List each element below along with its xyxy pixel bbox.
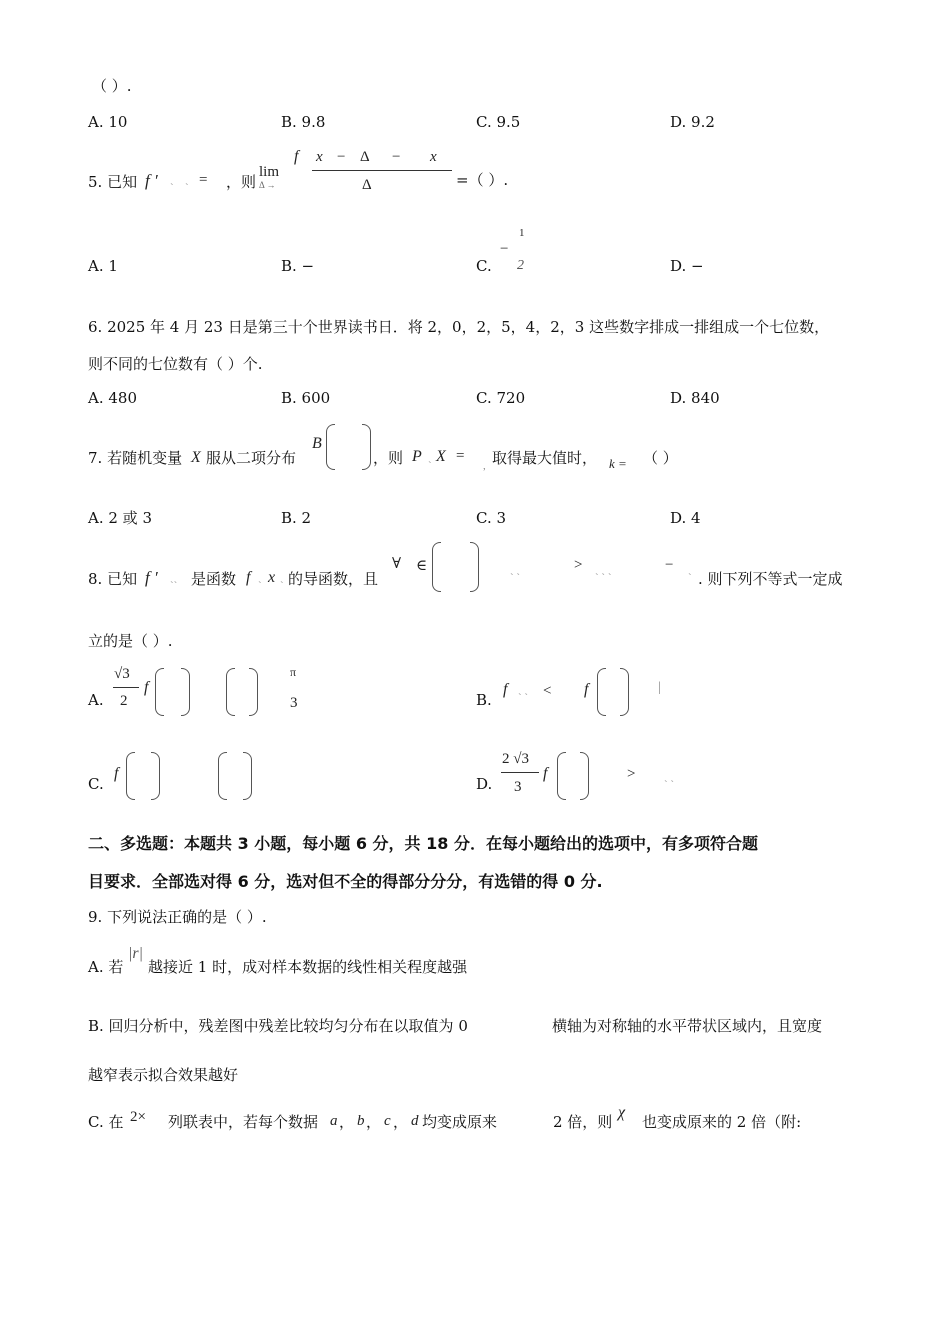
q5-fraction-bar xyxy=(312,170,452,171)
q5-lim: lim xyxy=(259,164,280,180)
q8-d-den: 3 xyxy=(514,779,522,795)
q4-option-c: C. 9.5 xyxy=(476,113,521,131)
q7-blank: （ ） xyxy=(643,449,678,467)
q9-a-text: 越接近 1 时，成对样本数据的线性相关程度越强 xyxy=(148,958,468,976)
q5-den: Δ xyxy=(362,177,372,193)
q8-b-f: f xyxy=(503,681,508,698)
q8-d-label: D. xyxy=(476,775,493,793)
q6-option-b: B. 600 xyxy=(281,389,331,407)
q8-a-den: 2 xyxy=(120,693,128,709)
q8-d-gt: > xyxy=(627,766,636,782)
q8-b-lt: < xyxy=(543,683,552,699)
q5-num-x2: x xyxy=(430,149,437,165)
prev-question-blank: （ ）. xyxy=(92,77,132,95)
q8-b-f2: f xyxy=(584,681,589,698)
q5-num-x: x xyxy=(316,149,323,165)
q7-p: P xyxy=(412,448,422,465)
q9-c-tail: 也变成原来的 2 倍（附: xyxy=(642,1113,802,1131)
q6-option-a: A. 480 xyxy=(88,389,137,407)
q8-a-three: 3 xyxy=(290,695,298,711)
q6-line2: 则不同的七位数有（ ）个. xyxy=(88,355,263,373)
q9-c-d: d xyxy=(411,1113,419,1129)
q8-tail1: 的导函数，且 xyxy=(288,570,379,588)
q5-lim-sub: Δ → xyxy=(259,180,276,190)
q8-minus: − xyxy=(665,557,674,573)
q8-forall: ∀ xyxy=(392,556,402,572)
q5-option-b: B. − xyxy=(281,257,315,275)
q6-option-c: C. 720 xyxy=(476,389,526,407)
q5-option-c: C. xyxy=(476,257,492,275)
q5-num-minus2: − xyxy=(392,149,401,165)
q5-num-delta: Δ xyxy=(360,149,370,165)
q7-option-b: B. 2 xyxy=(281,509,312,527)
q4-option-b: B. 9.8 xyxy=(281,113,326,131)
q6-line1: 6. 2025 年 4 月 23 日是第三十个世界读书日．将 2，0，2，5，4，2，3 这些数字排成一排组成一个七位数， xyxy=(88,318,830,336)
q8-f: f xyxy=(246,569,251,586)
q4-option-a: A. 10 xyxy=(88,113,128,131)
q9-a-prefix: A. 若 xyxy=(88,958,124,976)
q8-a-num: √3 xyxy=(114,666,130,682)
q9-b-line1a: B. 回归分析中，残差图中残差比较均匀分布在以取值为 0 xyxy=(88,1017,468,1035)
q5-option-c-neg: − xyxy=(500,241,509,257)
q8-a-pi: π xyxy=(290,665,297,679)
q5-option-c-num: 1 xyxy=(519,227,525,239)
q7-option-d: D. 4 xyxy=(670,509,701,527)
q7-x: X xyxy=(191,449,201,466)
q7-b: B xyxy=(312,435,322,452)
q7-x2: X xyxy=(436,448,446,465)
q8-mid: 是函数 xyxy=(191,570,237,588)
q9-c-mid2: 均变成原来 xyxy=(422,1113,498,1131)
q8-line2: 立的是（ ）. xyxy=(88,632,173,650)
q5-option-a: A. 1 xyxy=(88,257,118,275)
q7-tail: 取得最大值时， xyxy=(492,449,598,467)
q8-fprime: f ′ xyxy=(145,568,158,587)
q7-mid: 服从二项分布 xyxy=(206,449,297,467)
q5-option-d: D. − xyxy=(670,257,704,275)
q9-c-prefix: C. 在 xyxy=(88,1113,124,1131)
q8-gt: > xyxy=(574,557,583,573)
q7-prefix: 7. 若随机变量 xyxy=(88,449,183,467)
q7-option-c: C. 3 xyxy=(476,509,507,527)
q9-c-2x: 2× xyxy=(130,1109,146,1125)
q5-prefix: 5. 已知 xyxy=(88,173,138,191)
q8-d-f: f xyxy=(543,765,548,782)
q8-c-label: C. xyxy=(88,775,104,793)
q7-then: ，则 xyxy=(373,449,404,467)
q8-c-f: f xyxy=(114,765,119,782)
q9-c-mid: 列联表中，若每个数据 xyxy=(168,1113,319,1131)
q8-tail2: . 则下列不等式一定成 xyxy=(698,570,843,588)
q8-d-num: 2 √3 xyxy=(502,751,529,767)
q5-num-minus1: − xyxy=(337,149,346,165)
q7-option-a: A. 2 或 3 xyxy=(88,509,152,527)
q9-c-chi: χ xyxy=(618,1104,626,1121)
q8-in: ∈ xyxy=(416,558,428,574)
q7-k: k = xyxy=(609,456,627,471)
q5-num-f: f xyxy=(294,148,299,165)
q9-b-line2: 越窄表示拟合效果越好 xyxy=(88,1066,239,1084)
q5-then: ，则 xyxy=(226,173,257,191)
q4-option-d: D. 9.2 xyxy=(670,113,715,131)
q5-eq: = xyxy=(199,172,208,188)
q6-option-d: D. 840 xyxy=(670,389,720,407)
q9-stem: 9. 下列说法正确的是（ ）. xyxy=(88,908,267,926)
q5-option-c-den: 2 xyxy=(517,258,524,273)
q9-a-r: |r| xyxy=(128,945,144,962)
q8-b-label: B. xyxy=(476,691,492,709)
q9-c-a: a xyxy=(330,1113,338,1129)
q7-eq: = xyxy=(456,448,465,464)
q8-a-f: f xyxy=(144,679,149,696)
q9-c-b: b xyxy=(357,1113,365,1129)
q9-c-2: 2 倍，则 xyxy=(553,1113,613,1131)
section-2-title-line2: 目要求．全部选对得 6 分，选对但不全的得部分分分，有选错的得 0 分. xyxy=(88,872,603,891)
q5-fprime: f ′ xyxy=(145,171,158,190)
q8-x: x xyxy=(268,569,276,586)
q8-prefix: 8. 已知 xyxy=(88,570,138,588)
q9-b-line1b: 横轴为对称轴的水平带状区域内，且宽度 xyxy=(552,1017,823,1035)
q9-c-c: c xyxy=(384,1113,391,1129)
q5-tail: =（ ）. xyxy=(456,171,509,189)
section-2-title-line1: 二、多选题：本题共 3 小题，每小题 6 分，共 18 分．在每小题给出的选项中，有多项符合题 xyxy=(88,834,758,853)
q8-a-label: A. xyxy=(88,691,104,709)
